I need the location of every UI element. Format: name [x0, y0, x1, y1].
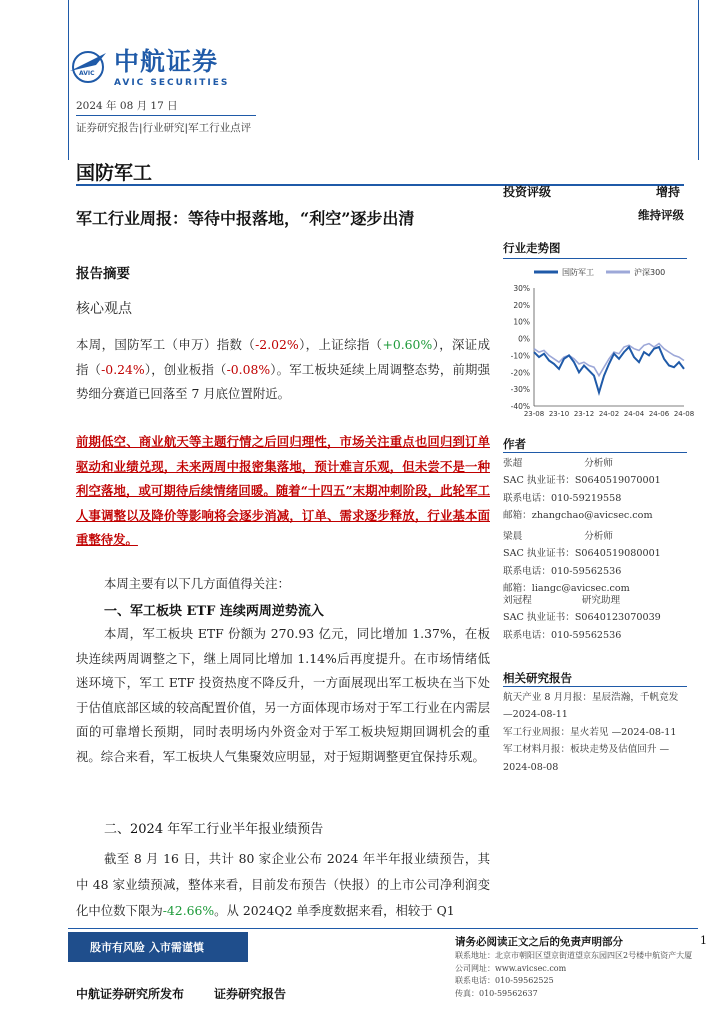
series-line — [534, 347, 684, 393]
x-tick-label: 24-02 — [598, 410, 620, 418]
weekly-index-paragraph: 本周，国防军工（申万）指数（-2.02%），上证综指（+0.60%），深证成指（-0.24%），创业板指（-0.08%）。军工板块延续上周调整态势，前期强势细分赛道已回落至 7 月底位置附近。 — [76, 337, 490, 401]
core-heading: 核心观点 — [76, 301, 132, 317]
chart-title: 行业走势图 — [503, 241, 561, 255]
x-tick-label: 24-06 — [648, 410, 670, 418]
avic-plane-icon — [66, 45, 110, 85]
disclaimer-contact: 联系地址：北京市朝阳区望京街道望京东园四区2号楼中航资产大厦 公司网址：www.avicsec.com 联系电话：010-59562525 传真：010-59562637 — [455, 951, 693, 998]
author-email[interactable]: 邮箱：zhangchao@avicsec.com — [503, 510, 653, 522]
author-2 — [503, 528, 687, 598]
section1-body: 本周，军工板块 ETF 份额为 270.93 亿元，同比增加 1.37%，在板块连续两周调整之下，继上周同比增加 1.14%后再度提升。在市场情绪低迷环境下，军工 ETF 投资热度不降反升，一方面展现出军工板块在当下处于估值底部区域的较高配置价值，另一方面体现市场对于军工行业在内需层面的可靠增长预期，同时表明场内外资金对于军工板块短期回调机会的重视。综合来看，军工板块人气集聚效应明显，对于短期调整更宜保持乐观。 — [76, 626, 490, 764]
frame-line-right — [698, 0, 699, 160]
author-sac: SAC 执业证书：S0640519080001 — [503, 548, 661, 560]
legend-label: 沪深300 — [634, 268, 666, 277]
author-name: 张超 — [503, 458, 523, 469]
related-list — [503, 689, 687, 776]
y-tick-label: -20% — [510, 368, 530, 378]
y-tick-label: -10% — [510, 351, 530, 361]
authors-heading: 作者 — [503, 437, 526, 451]
shanghai-index-change: +0.60% — [382, 337, 433, 352]
brand-logo — [66, 42, 229, 88]
author-name: 梁晨 — [503, 531, 523, 542]
x-tick-label: 24-08 — [673, 410, 695, 418]
brand-name-cn: 中航证券 — [114, 47, 219, 76]
x-tick-label: 24-04 — [623, 410, 645, 418]
rating-label: 投资评级 — [503, 185, 552, 199]
author-name: 刘冠程 — [503, 595, 532, 606]
brand-name-en: AVIC SECURITIES — [114, 78, 230, 88]
author-1 — [503, 455, 687, 525]
rating-value: 增持 — [656, 185, 681, 199]
author-sac: SAC 执业证书：S0640519070001 — [503, 475, 661, 487]
sector-divider — [76, 184, 684, 186]
key-view-paragraph: 前期低空、商业航天等主题行情之后回归理性，市场关注重点也回归到订单驱动和业绩兑现，未来两周中报密集落地，预计难言乐观，但未尝不是一种利空落地，或可期待后续情绪回暖。随着“十四五”末期冲刺阶段，此轮军工人事调整以及降价等影响将会逐步消减，订单、需求逐步释放，行业基本面重整待发。 — [76, 434, 490, 547]
author-phone: 联系电话：010-59562536 — [503, 629, 622, 641]
publisher: 中航证券研究所发布 — [76, 987, 185, 1001]
disclaimer-title: 请务必阅读正文之后的免责声明部分 — [455, 936, 623, 948]
report-type: 证券研究报告 — [214, 987, 287, 1001]
industry-trend-chart — [500, 262, 695, 422]
y-tick-label: -40% — [510, 402, 530, 411]
section1-heading: 一、军工板块 ETF 连续两周逆势流入 — [104, 604, 324, 619]
author-phone: 联系电话：010-59219558 — [503, 492, 622, 504]
section2-body: 截至 8 月 16 日，共计 80 家企业公布 2024 年半年报业绩预告，其中 48 家业绩预减，整体来看，目前发布预告（快报）的上市公司净利润变化中位数下限为-42.66%。从 2024Q2 单季度数据来看，相较于 Q1 — [76, 851, 490, 918]
page-number: 1 — [700, 934, 707, 947]
y-tick-label: 20% — [513, 300, 530, 310]
x-tick-label: 23-08 — [523, 410, 545, 418]
series-line — [534, 344, 684, 376]
intro-line: 本周主要有以下几方面值得关注： — [104, 576, 290, 591]
author-email[interactable]: 邮箱：liangc@avicsec.com — [503, 583, 630, 595]
related-item[interactable]: 军工行业周报：星火若见 —2024-08-11 — [503, 726, 677, 738]
y-tick-label: -30% — [510, 385, 530, 395]
chinext-index-change: -0.08% — [226, 361, 271, 377]
summary-heading: 报告摘要 — [76, 266, 130, 282]
related-item[interactable]: 航天产业 8 月月报：星辰浩瀚，千帆竞发 —2024-08-11 — [503, 692, 679, 721]
y-tick-label: 0% — [518, 334, 530, 344]
profit-median-change: -42.66% — [162, 903, 215, 918]
authors-divider — [503, 452, 687, 453]
chart-divider — [503, 258, 687, 259]
sector-title: 国防军工 — [76, 162, 153, 184]
author-3 — [503, 592, 687, 644]
author-role: 研究助理 — [581, 595, 621, 606]
y-tick-label: 10% — [513, 317, 530, 327]
y-tick-label: 30% — [513, 284, 530, 293]
defense-index-change: -2.02% — [255, 337, 299, 352]
report-date: 2024 年 08 月 17 日 — [76, 100, 178, 112]
header-divider — [76, 115, 256, 116]
x-tick-label: 23-10 — [548, 410, 570, 418]
shenzhen-index-change: -0.24% — [101, 361, 145, 377]
related-item[interactable]: 军工材料月报：板块走势及估值回升 —2024-08-08 — [503, 744, 670, 773]
author-role: 分析师 — [584, 458, 613, 469]
x-tick-label: 23-12 — [573, 410, 595, 418]
risk-warning-box: 股市有风险 入市需谨慎 — [68, 932, 248, 962]
related-heading: 相关研究报告 — [503, 671, 572, 685]
related-divider — [503, 686, 687, 687]
footer-divider-top — [68, 928, 698, 929]
svg-text:AVIC: AVIC — [79, 70, 95, 77]
rating-sub: 维持评级 — [638, 208, 684, 222]
section2-heading: 二、2024 年军工行业半年报业绩预告 — [104, 822, 324, 837]
report-title: 军工行业周报：等待中报落地，“利空”逐步出清 — [76, 209, 415, 228]
author-phone: 联系电话：010-59562536 — [503, 565, 622, 577]
author-role: 分析师 — [584, 531, 613, 542]
legend-label: 国防军工 — [562, 268, 594, 277]
report-category: 证券研究报告|行业研究|军工行业点评 — [76, 122, 252, 134]
author-sac: SAC 执业证书：S0640123070039 — [503, 612, 661, 624]
